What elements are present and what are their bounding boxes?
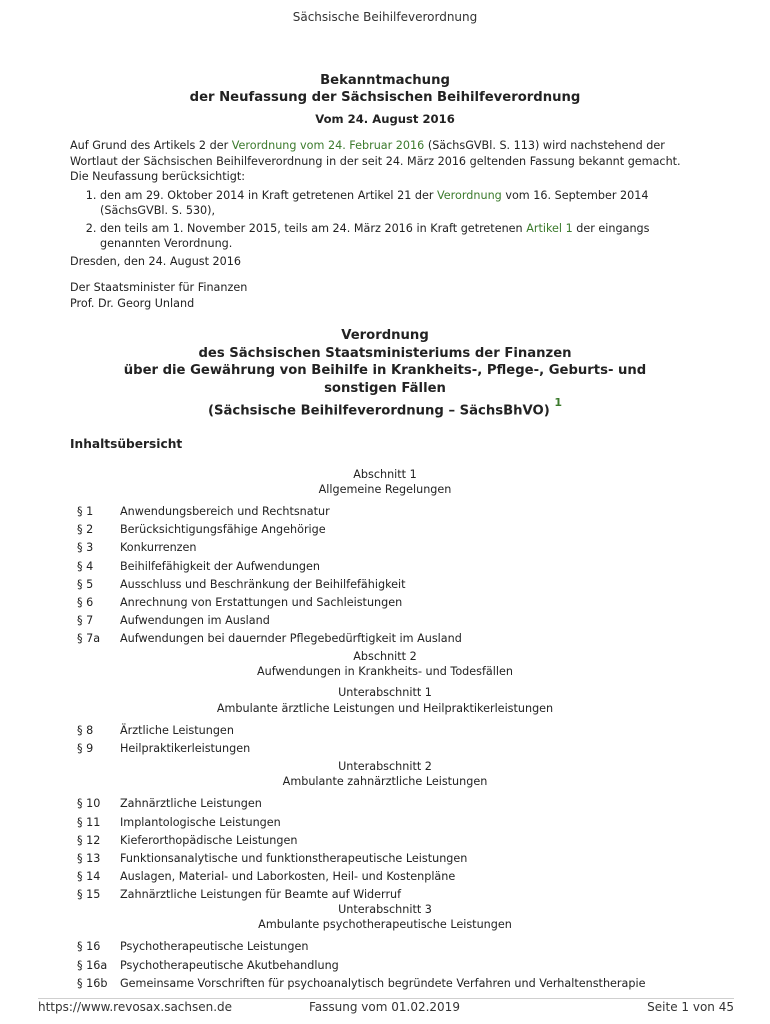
toc-unterabschnitt-2 xyxy=(70,759,700,789)
abschnitt-title: Aufwendungen in Krankheits- und Todesfällen xyxy=(257,665,513,679)
toc-entry-number: § 7 xyxy=(77,613,94,627)
toc-entry-number: § 9 xyxy=(77,741,94,755)
toc-entry[interactable] xyxy=(70,795,700,813)
toc-entry[interactable] xyxy=(70,594,700,612)
toc-entry-title: Aufwendungen bei dauernder Pflegebedürftigkeit im Ausland xyxy=(120,631,462,645)
regulation-title-3: über die Gewährung von Beihilfe in Krankheits-, Pflege-, Geburts- und xyxy=(123,363,647,378)
toc-entry-number: § 14 xyxy=(77,869,101,883)
toc-entry-title: Funktionsanalytische und funktionstherapeutische Leistungen xyxy=(120,851,468,865)
abschnitt-label: Abschnitt 2 xyxy=(353,650,417,664)
regulation-title-2: des Sächsischen Staatsministeriums der Finanzen xyxy=(198,345,572,361)
toc-entry-number: § 13 xyxy=(77,851,101,865)
toc-entry[interactable] xyxy=(70,539,700,557)
announcement-title-1: Bekanntmachung xyxy=(320,73,450,88)
unterabschnitt-label: Unterabschnitt 3 xyxy=(338,903,432,917)
toc-entry[interactable] xyxy=(70,503,700,521)
regulation-title-5: (Sächsische Beihilfeverordnung – SächsBhVO) xyxy=(208,403,550,419)
toc-entry-title: Berücksichtigungsfähige Angehörige xyxy=(120,523,326,537)
toc-entry-number: § 6 xyxy=(77,595,94,609)
announcement-date: Vom 24. August 2016 xyxy=(315,112,455,126)
footer-url-link[interactable]: https://www.revosax.sachsen.de xyxy=(38,1000,233,1014)
toc-entry-title: Implantologische Leistungen xyxy=(120,815,281,829)
toc-entry[interactable] xyxy=(70,722,700,740)
intro-text-pre: Auf Grund des Artikels 2 der xyxy=(70,139,232,152)
toc-entry-number: § 12 xyxy=(77,833,101,847)
toc-entry-title: Heilpraktikerleistungen xyxy=(120,741,251,755)
toc-entry[interactable] xyxy=(70,832,700,850)
link-verordnung-2014[interactable]: Verordnung xyxy=(437,188,502,202)
toc-entry[interactable] xyxy=(70,975,700,993)
toc-entry-number: § 15 xyxy=(77,887,101,901)
unterabschnitt-title: Ambulante psychotherapeutische Leistungen xyxy=(258,918,512,932)
footnote-ref-link[interactable]: 1 xyxy=(554,396,562,409)
link-verordnung-2016[interactable]: Verordnung vom 24. Februar 2016 xyxy=(231,139,425,152)
toc-heading: Inhaltsübersicht xyxy=(70,436,183,451)
toc-entry[interactable] xyxy=(70,814,700,832)
regulation-title-1: Verordnung xyxy=(341,328,429,343)
toc-entry[interactable] xyxy=(70,938,700,956)
toc-entry-number: § 10 xyxy=(77,797,101,811)
toc-entry-title: Psychotherapeutische Leistungen xyxy=(120,940,309,954)
toc-entry-title: Kieferorthopädische Leistungen xyxy=(120,833,298,847)
changes-item-2 xyxy=(100,221,700,252)
toc-entry[interactable] xyxy=(70,957,700,975)
toc-entry-number: § 7a xyxy=(77,631,101,645)
unterabschnitt-label: Unterabschnitt 2 xyxy=(338,760,432,774)
toc-entry[interactable] xyxy=(70,630,700,648)
toc-entry-title: Auslagen, Material- und Laborkosten, Heil- und Kostenpläne xyxy=(120,869,456,883)
announcement-title-2: der Neufassung der Sächsischen Beihilfeverordnung xyxy=(189,90,581,105)
toc-unterabschnitt-3 xyxy=(70,902,700,932)
toc-entry[interactable] xyxy=(70,612,700,630)
changes-item-1 xyxy=(100,188,700,219)
toc-list xyxy=(70,795,700,904)
unterabschnitt-title: Ambulante zahnärztliche Leistungen xyxy=(282,775,488,789)
running-header: Sächsische Beihilfeverordnung xyxy=(292,10,478,24)
changes-list xyxy=(70,188,700,252)
toc-entry-title: Konkurrenzen xyxy=(120,541,197,555)
signature-block xyxy=(70,280,700,311)
toc-unterabschnitt-1 xyxy=(70,685,700,715)
toc-entry-number: § 5 xyxy=(77,577,94,591)
toc-entry-title: Anwendungsbereich und Rechtsnatur xyxy=(120,505,330,519)
toc-entry-number: § 3 xyxy=(77,541,94,555)
toc-entry-number: § 8 xyxy=(77,723,94,737)
toc-entry-title: Gemeinsame Vorschriften für psychoanalytisch begründete Verfahren und Verhaltenstherapie xyxy=(120,976,646,990)
toc-entry[interactable] xyxy=(70,850,700,868)
signer-name: Prof. Dr. Georg Unland xyxy=(70,296,195,310)
regulation-title-5-row xyxy=(70,397,700,420)
abschnitt-title: Allgemeine Regelungen xyxy=(318,483,452,497)
footer-page-number: Seite 1 von 45 xyxy=(647,1000,734,1014)
toc-entry-number: § 16b xyxy=(77,976,108,990)
announcement-intro xyxy=(70,138,700,185)
toc-entry-number: § 2 xyxy=(77,523,94,537)
toc-entry[interactable] xyxy=(70,868,700,886)
toc-entry-number: § 16 xyxy=(77,940,101,954)
toc-list xyxy=(70,722,700,758)
item2-text-post: der eingangs genannten Verordnung. xyxy=(100,221,650,250)
toc-entry-title: Zahnärztliche Leistungen für Beamte auf Widerruf xyxy=(120,887,402,901)
toc-list xyxy=(70,503,700,648)
toc-entry-number: § 4 xyxy=(77,559,94,573)
toc-entry-number: § 11 xyxy=(77,815,101,829)
toc-entry-title: Ärztliche Leistungen xyxy=(120,723,234,737)
item1-text-post: vom 16. September 2014 (SächsGVBl. S. 530), xyxy=(100,188,649,217)
toc-entry[interactable] xyxy=(70,740,700,758)
toc-list xyxy=(70,938,700,992)
page-footer xyxy=(38,998,734,1019)
toc-entry[interactable] xyxy=(70,558,700,576)
unterabschnitt-title: Ambulante ärztliche Leistungen und Heilpraktikerleistungen xyxy=(216,701,554,715)
regulation-title-4: sonstigen Fällen xyxy=(324,380,446,396)
toc-entry-title: Psychotherapeutische Akutbehandlung xyxy=(120,958,339,972)
toc-entry-title: Beihilfefähigkeit der Aufwendungen xyxy=(120,559,321,573)
link-artikel-1[interactable]: Artikel 1 xyxy=(526,221,573,235)
toc-entry-number: § 1 xyxy=(77,505,94,519)
footer-version: Fassung vom 01.02.2019 xyxy=(309,1000,460,1014)
toc-entry-title: Ausschluss und Beschränkung der Beihilfefähigkeit xyxy=(120,577,406,591)
item2-text-pre: den teils am 1. November 2015, teils am 24. März 2016 in Kraft getretenen xyxy=(100,221,527,235)
toc-entry[interactable] xyxy=(70,521,700,539)
toc-entry-title: Zahnärztliche Leistungen xyxy=(120,797,262,811)
signer-role: Der Staatsminister für Finanzen xyxy=(70,281,248,294)
toc-abschnitt-2 xyxy=(70,649,700,679)
regulation-title xyxy=(70,327,700,420)
toc-entry[interactable] xyxy=(70,576,700,594)
abschnitt-label: Abschnitt 1 xyxy=(353,467,417,481)
item1-text-pre: den am 29. Oktober 2014 in Kraft getretenen Artikel 21 der xyxy=(100,188,438,202)
toc-entry-number: § 16a xyxy=(77,958,108,972)
toc-abschnitt-1 xyxy=(70,467,700,497)
unterabschnitt-label: Unterabschnitt 1 xyxy=(338,686,432,700)
page-content xyxy=(70,72,700,993)
intro-text-post: (SächsGVBl. S. 113) wird nachstehend der Wortlaut der Sächsischen Beihilfeverordnung in der seit 24. März 2016 geltenden Fassung bekannt gemacht. Die Neufassung berücksichtigt: xyxy=(70,139,681,183)
dated-line: Dresden, den 24. August 2016 xyxy=(70,254,242,268)
toc-entry-title: Aufwendungen im Ausland xyxy=(120,613,270,627)
toc-entry-title: Anrechnung von Erstattungen und Sachleistungen xyxy=(120,595,403,609)
